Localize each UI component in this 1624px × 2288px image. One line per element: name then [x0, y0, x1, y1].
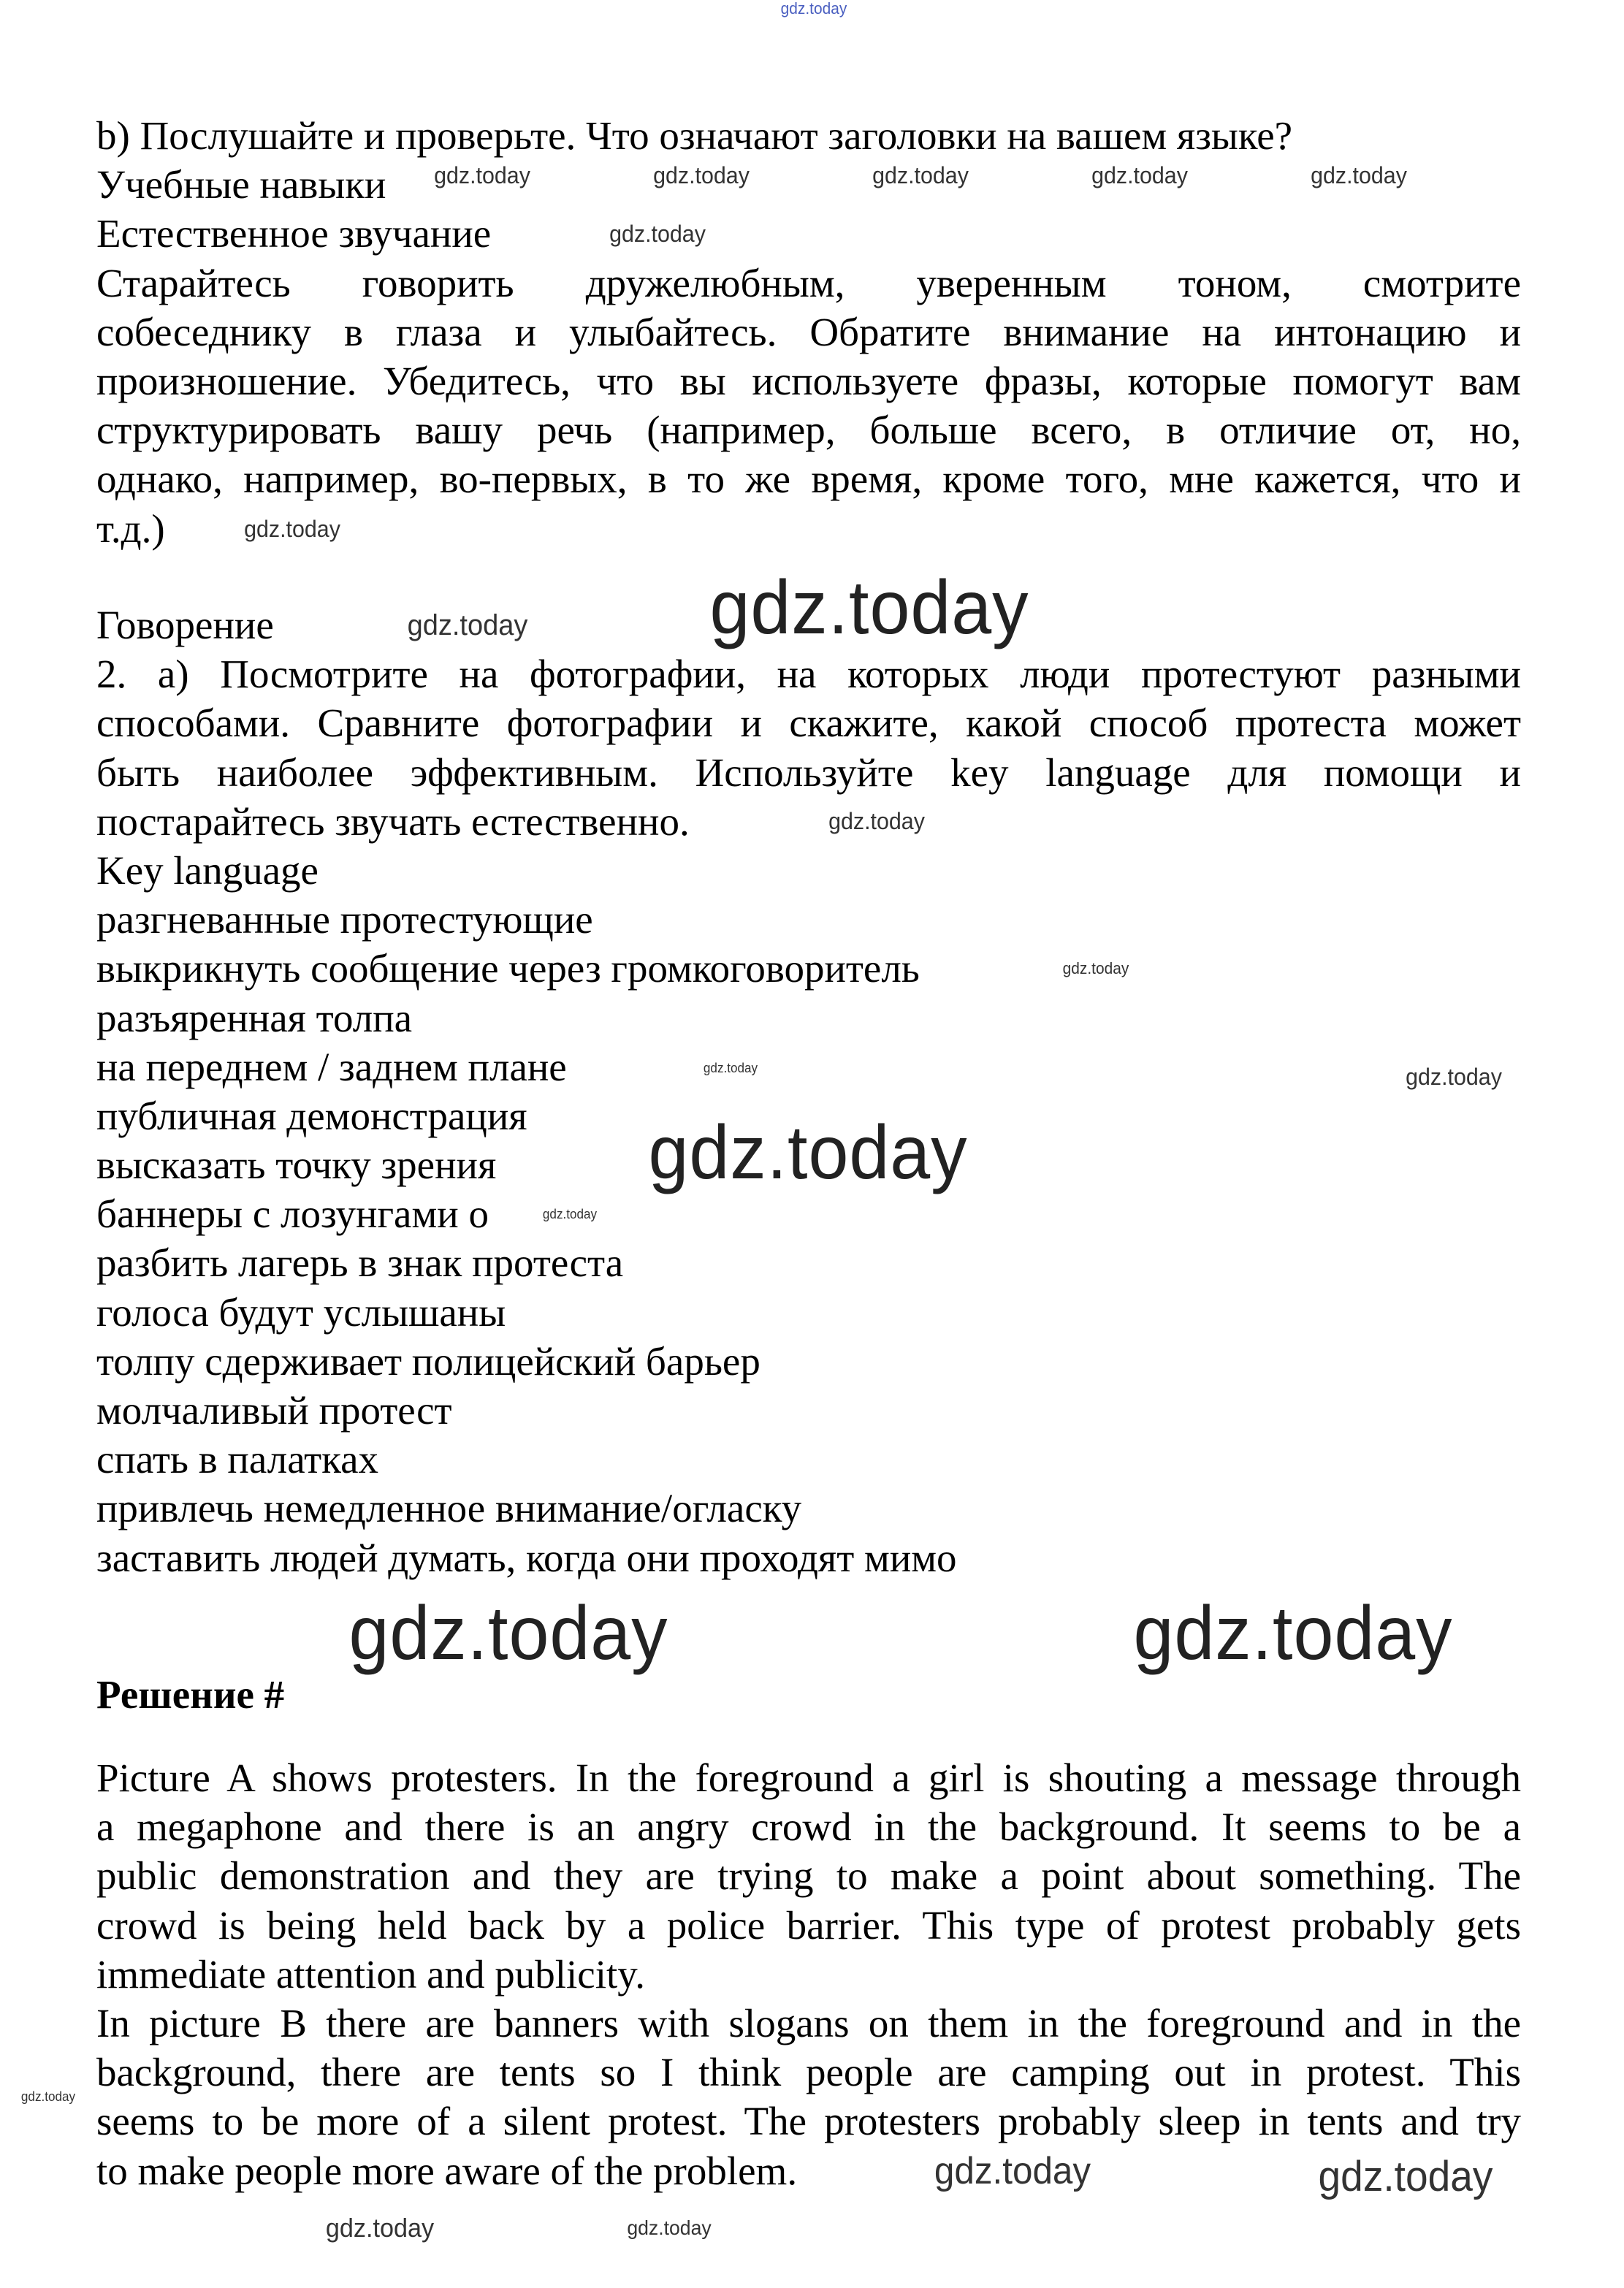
- paragraph-line: произношение. Убедитесь, что вы используете фразы, которые помогут вам: [96, 358, 1521, 403]
- watermark: gdz.today: [1318, 2153, 1493, 2200]
- paragraph-line: собеседнику в глаза и улыбайтесь. Обратите внимание на интонацию и: [96, 309, 1521, 354]
- key-language-item: разъяренная толпа: [96, 995, 413, 1040]
- key-language-item: разбить лагерь в знак протеста: [96, 1240, 624, 1286]
- watermark: gdz.today: [20, 2089, 76, 2104]
- paragraph-line: однако, например, во-первых, в то же время, кроме того, мне кажется, что и: [96, 457, 1521, 502]
- solution-line: public demonstration and they are trying to make a point about something. The: [96, 1853, 1521, 1899]
- watermark: gdz.today: [934, 2150, 1091, 2192]
- watermark: gdz.today: [709, 565, 1029, 650]
- watermark: gdz.today: [1406, 1064, 1502, 1090]
- key-language-item: баннеры с лозунгами о: [96, 1191, 489, 1237]
- solution-heading-wrap: [96, 1670, 1521, 1719]
- key-language-item: публичная демонстрация: [96, 1093, 527, 1138]
- key-language-item: выкрикнуть сообщение через громкоговоритель: [96, 946, 920, 991]
- key-language-item: молчаливый протест: [96, 1388, 452, 1433]
- watermark: gdz.today: [828, 808, 925, 834]
- watermark: gdz.today: [627, 2216, 712, 2239]
- watermark: gdz.today: [648, 1110, 968, 1195]
- key-language-item: высказать точку зрения: [96, 1143, 497, 1188]
- paragraph-line: структурировать вашу речь (например, больше всего, в отличие от, но,: [96, 408, 1521, 453]
- task-line: способами. Сравните фотографии и скажите, какой способ протеста может: [96, 701, 1521, 746]
- key-language-item: заставить людей думать, когда они проходят мимо: [96, 1535, 957, 1580]
- watermark: gdz.today: [542, 1207, 598, 1221]
- task-b-section: [96, 111, 1521, 553]
- key-language-item: голоса будут услышаны: [96, 1289, 506, 1335]
- solution-section: [96, 1753, 1521, 2195]
- key-language-title: Key language: [96, 847, 319, 893]
- speaking-section: [96, 600, 1521, 1582]
- solution-line: to make people more aware of the problem.: [96, 2148, 798, 2193]
- watermark: gdz.today: [1133, 1591, 1453, 1676]
- watermark: gdz.today: [703, 1061, 758, 1075]
- heading-speaking: Говорение: [96, 603, 274, 647]
- heading-study-skills: Учебные навыки: [96, 162, 386, 207]
- task-line: быть наиболее эффективным. Используйте key language для помощи и: [96, 750, 1521, 795]
- watermark: gdz.today: [872, 162, 969, 188]
- key-language-item: привлечь немедленное внимание/огласку: [96, 1486, 802, 1531]
- watermark: gdz.today: [434, 162, 530, 188]
- watermark: gdz.today: [780, 0, 847, 18]
- watermark: gdz.today: [407, 609, 528, 641]
- key-language-item: разгневанные протестующие: [96, 897, 593, 942]
- task-b-instruction: b) Послушайте и проверьте. Что означают заголовки на вашем языке?: [96, 113, 1293, 158]
- solution-heading: Решение #: [96, 1672, 285, 1717]
- key-language-item: толпу сдерживает полицейский барьер: [96, 1338, 760, 1384]
- paragraph-line: Старайтесь говорить дружелюбным, уверенным тоном, смотрите: [96, 260, 1521, 305]
- watermark: gdz.today: [244, 516, 340, 542]
- paragraph-line: т.д.): [96, 506, 165, 551]
- watermark: gdz.today: [325, 2213, 435, 2243]
- watermark: gdz.today: [1091, 162, 1188, 188]
- solution-line: Picture A shows protesters. In the foreground a girl is shouting a message through: [96, 1755, 1521, 1800]
- watermark: gdz.today: [1062, 959, 1129, 977]
- watermark: gdz.today: [1311, 162, 1407, 188]
- task-line: 2. a) Посмотрите на фотографии, на которых люди протестуют разными: [96, 652, 1521, 697]
- solution-line: crowd is being held back by a police barrier. This type of protest probably gets: [96, 1902, 1521, 1948]
- key-language-item: на переднем / заднем плане: [96, 1044, 567, 1089]
- solution-line: immediate attention and publicity.: [96, 1951, 645, 1997]
- heading-natural-sound: Естественное звучание: [96, 211, 492, 256]
- watermark: gdz.today: [653, 162, 750, 188]
- task-line: постарайтесь звучать естественно.: [96, 798, 690, 844]
- solution-line: a megaphone and there is an angry crowd in the background. It seems to be a: [96, 1804, 1521, 1850]
- solution-line: background, there are tents so I think people are camping out in protest. This: [96, 2050, 1521, 2095]
- watermark: gdz.today: [609, 221, 706, 247]
- solution-line: In picture B there are banners with slogans on them in the foreground and in the: [96, 2000, 1521, 2045]
- watermark: gdz.today: [348, 1591, 668, 1676]
- solution-line: seems to be more of a silent protest. The protesters probably sleep in tents and try: [96, 2099, 1521, 2144]
- key-language-item: спать в палатках: [96, 1437, 379, 1482]
